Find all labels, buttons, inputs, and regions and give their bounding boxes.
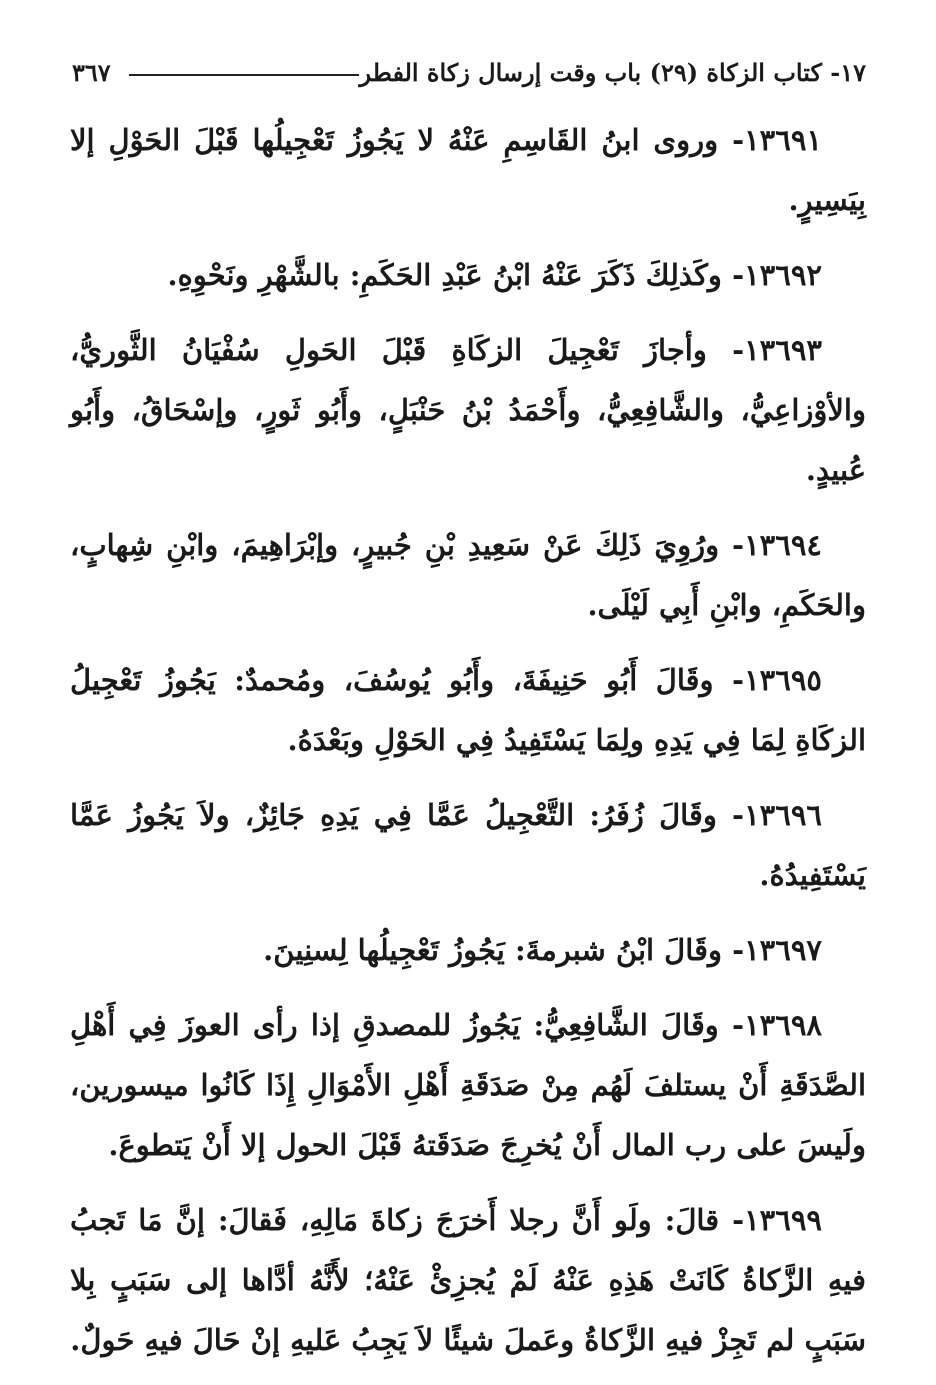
paragraph [70,995,866,1175]
paragraph-text: وأجازَ تَعْجِيلَ الزكَاةِ قَبْلَ الحَولِ سُفْيَانُ الثَّوريُّ، والأوْزاعِيُّ، والشَّافِعِيُّ، وأَحْمَدُ بْنُ حَنْبَلٍ، وأَبُو ثَورٍ، وإسْحَاقُ، وأَبُو عُبيدٍ. [70,333,866,487]
paragraph-text: قالَ: ولَو أَنَّ رجلا أَخرَجَ زكاةَ مَالِهِ، فَقالَ: إنَّ مَا تَجبُ فيهِ الزَّكاةُ كَانَتْ هَذِهِ عَنْهُ لَمْ يُجزِئْ عَنْهُ؛ لأَنَّهُ أدَّاها إلى سَبَبٍ بِلا سَبَبٍ لم تَجِزْ فيهِ الزَّكاةُ وعَملَ شيئًا لاَ يَجِبُ عَليهِ إنْ حَالَ فيهِ حَولٌ. [70,1203,866,1357]
running-header [72,52,866,92]
paragraph-number: ١٣٦٩٦- [732,798,822,832]
paragraph [70,920,866,980]
paragraph [70,650,866,770]
paragraph-number: ١٣٦٩٣- [732,333,822,367]
paragraph-number: ١٣٦٩٩- [732,1203,822,1237]
paragraph-number: ١٣٦٩٧- [732,933,822,967]
paragraph-text: وروى ابنُ القَاسِمِ عَنْهُ لا يَجُوزُ تَعْجِيلُها قَبْلَ الحَوْلِ إلا بِيَسِيرٍ. [70,123,866,217]
paragraph-number: ١٣٦٩٤- [732,528,822,562]
paragraph-number: ١٣٦٩٢- [732,258,822,292]
paragraph-text: وكَذلِكَ ذَكَرَ عَنْهُ ابْنُ عَبْدِ الحَكَمِ: بالشَّهْرِ ونَحْوِهِ. [167,258,722,292]
paragraph-number: ١٣٦٩٨- [732,1008,822,1042]
paragraph [70,785,866,905]
paragraph-text: ورُوِيَ ذَلِكَ عَنْ سَعِيدِ بْنِ جُبيرٍ، وإبْرَاهِيمَ، وابْنِ شِهابٍ، والحَكَمِ، وابْنِ أَبِي لَيْلَى. [70,528,866,622]
paragraph-number: ١٣٦٩١- [732,123,822,157]
paragraph-text: وقَالَ ابْنُ شبرمةَ: يَجُوزُ تَعْجِيلُها لِسنِينَ. [263,933,722,967]
paragraph [70,515,866,635]
header-rule [129,74,359,76]
page-number: ٣٦٧ [72,57,111,87]
paragraph-text: وقَالَ زُفَرُ: التَّعْجِيلُ عَمَّا فِي يَدِهِ جَائِزٌ، ولاَ يَجُوزُ عَمَّا يَسْتَفِيدُهُ. [70,798,866,892]
paragraph [70,1190,866,1370]
paragraph [70,320,866,500]
paragraph [70,110,866,230]
paragraph-text: وقَالَ أَبُو حَنِيفَةَ، وأَبُو يُوسُفَ، ومُحمدٌ: يَجُوزُ تَعْجِيلُ الزكَاةِ لِمَا فِي يَدِهِ ولِمَا يَسْتَفِيدُ فِي الحَوْلِ وبَعْدَهُ. [70,663,866,757]
page-body [70,110,866,1385]
paragraph [70,245,866,305]
paragraph-text: وقَالَ الشَّافِعِيُّ: يَجُوزُ للمصدقِ إذا رأى العوزَ فِي أَهْلِ الصَّدَقَةِ أَنْ يستلفَ لَهُم مِنْ صَدَقَةِ أَهْلِ الأَمْوَالِ إِذَا كَانُوا ميسورين، ولَيسَ على رب المال أَنْ يُخرِجَ صَدَقَتهُ قَبْلَ الحول إلا أَنْ يَتطوعَ. [70,1008,866,1162]
chapter-title: ١٧- كتاب الزكاة (٢٩) باب وقت إرسال زكاة الفطر [359,57,866,87]
paragraph-number: ١٣٦٩٥- [732,663,822,697]
